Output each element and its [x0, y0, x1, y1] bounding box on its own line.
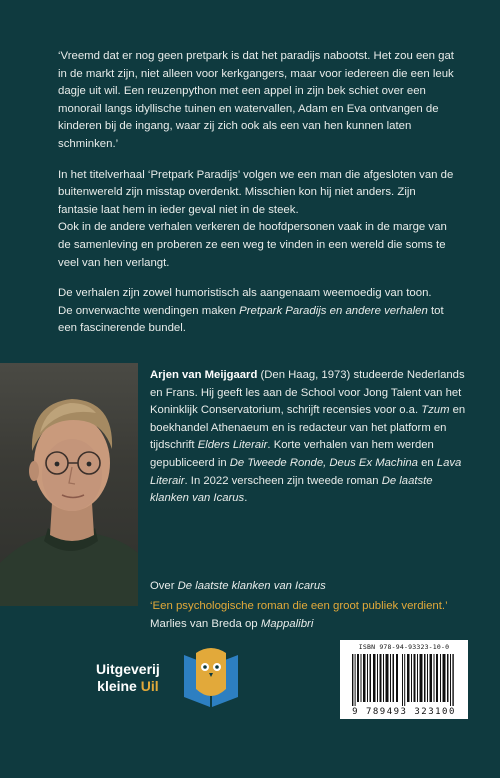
blurb-paragraph-2a: In het titelverhaal ‘Pretpark Paradijs’ volgen we een man die afgesloten van de buitenwereld zijn misstap overdenkt. Misschien kon hij niet anders. Zijn fantasie laat hem in ieder geval niet in de steek. [58, 168, 454, 216]
book-title: Pretpark Paradijs en andere verhalen [239, 304, 428, 317]
author-name: Arjen van Meijgaard [150, 369, 258, 381]
blurb-paragraph-3a: De verhalen zijn zowel humoristisch als aangenaam weemoedig van toon. [58, 287, 432, 300]
author-photo [0, 363, 138, 606]
blurb-paragraph-3b: De onverwachte wendingen maken Pretpark Paradijs en andere verhalen tot een fascinerende bundel. [58, 304, 444, 335]
barcode-number: 9 789493 323100 [352, 707, 456, 717]
blurb-paragraph-2b: Ook in de andere verhalen verkeren de hoofdpersonen vaak in de marge van de samenleving en proberen ze een weg te vinden in een wereld die soms te veel van hen verlangt. [58, 221, 447, 269]
isbn-barcode [340, 640, 468, 719]
blurb-opening-quote: ‘Vreemd dat er nog geen pretpark is dat het paradijs nabootst. Het zou een gat in de markt zijn, niet alleen voor kerkgangers, maar voor iedereen die een leuk dagje uit wil. Een reuzenpython met een appel in zijn bek schiet over een monorail langs idyllische tuinen en watervallen, Adam en Eva ontvangen de kinderen bij de ingang, waar zij zich ook als een van hen kunnen laten schminken.’ [58, 50, 454, 150]
previous-book-heading: Over De laatste klanken van Icarus [150, 580, 326, 592]
blurb [58, 48, 458, 351]
review-quote [150, 598, 470, 633]
quote-text: ‘Een psychologische roman die een groot publiek verdient.’ [150, 600, 448, 612]
quote-attribution: Marlies van Breda op [150, 617, 261, 630]
isbn-text: ISBN 978-94-93323-10-0 [358, 643, 450, 651]
quote-source: Mappalibri [260, 617, 314, 630]
publisher-logo [96, 645, 306, 709]
author-bio: Arjen van Meijgaard (Den Haag, 1973) studeerde Nederlands en Frans. Hij geeft les aan de School voor Jong Talent van het Koninklijk Conservatorium, schrijft recensies voor o.a. Tzum en boekhandel Athenaeum en is redacteur van het platform en tijdschrift Elders Literair. Korte verhalen van hem werden gepubliceerd in De Tweede Ronde, Deus Ex Machina en Lava Literair. In 2022 verscheen zijn tweede roman De laatste klanken van Icarus. [150, 369, 466, 505]
author-portrait-image [0, 363, 138, 606]
owl-book-icon [182, 645, 240, 709]
publisher-name: Uitgeverij kleine Uil [96, 661, 160, 694]
